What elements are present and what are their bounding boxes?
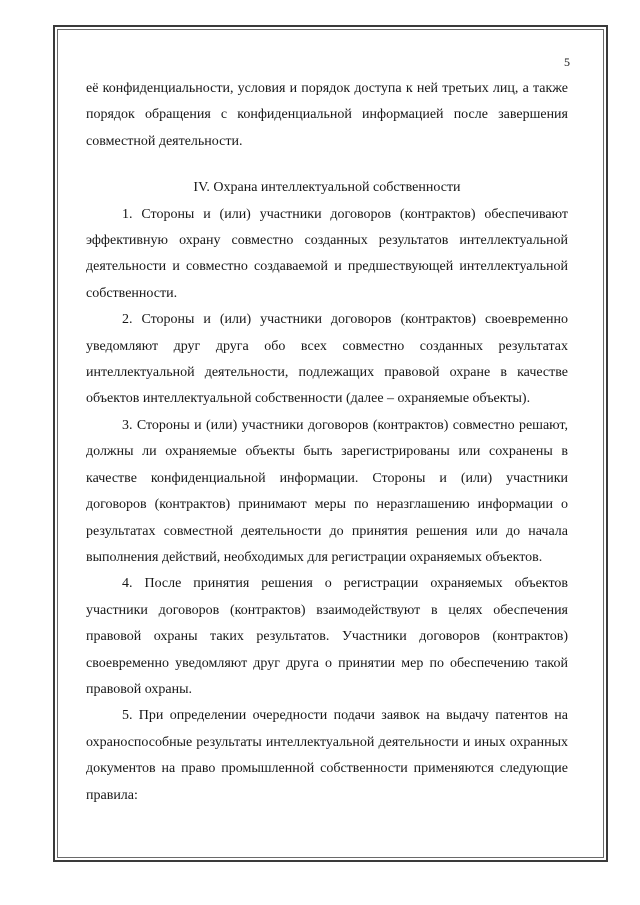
paragraph-5: 5. При определении очередности подачи заявок на выдачу патентов на охраноспособные результаты интеллектуальной деятельности и иных охранных документов на право промышленной собственности применяются следующие правила:	[86, 708, 568, 803]
section-heading: IV. Охрана интеллектуальной собственности	[193, 180, 461, 196]
page-number: 5	[564, 55, 570, 69]
intro-paragraph: её конфиденциальности, условия и порядок доступа к ней третьих лиц, а также порядок обращения с конфиденциальной информацией после завершения совместной деятельности.	[86, 81, 568, 149]
paragraph-3: 3. Стороны и (или) участники договоров (контрактов) совместно решают, должны ли охраняемые объекты быть зарегистрированы или сохранены в качестве конфиденциальной информации. Стороны и (или) участники договоров (контрактов) принимают меры по неразглашению информации о результатах совместной деятельности до принятия решения или до начала выполнения действий, необходимых для регистрации охраняемых объектов.	[86, 417, 568, 565]
document-body	[86, 76, 568, 809]
paragraph-4: 4. После принятия решения о регистрации охраняемых объектов участники договоров (контрактов) взаимодействуют в целях обеспечения правовой охраны таких результатов. Участники договоров (контрактов) своевременно уведомляют друг друга о принятии мер по обеспечению такой правовой охраны.	[86, 576, 568, 697]
paragraph-2: 2. Стороны и (или) участники договоров (контрактов) своевременно уведомляют друг друга обо всех совместно созданных результатах интеллектуальной деятельности, подлежащих правовой охране в качестве объектов интеллектуальной собственности (далее – охраняемые объекты).	[86, 312, 568, 407]
paragraph-1: 1. Стороны и (или) участники договоров (контрактов) обеспечивают эффективную охрану совместно созданных результатов интеллектуальной деятельности и совместно создаваемой и предшествующей интеллектуальной собственности.	[86, 206, 568, 301]
